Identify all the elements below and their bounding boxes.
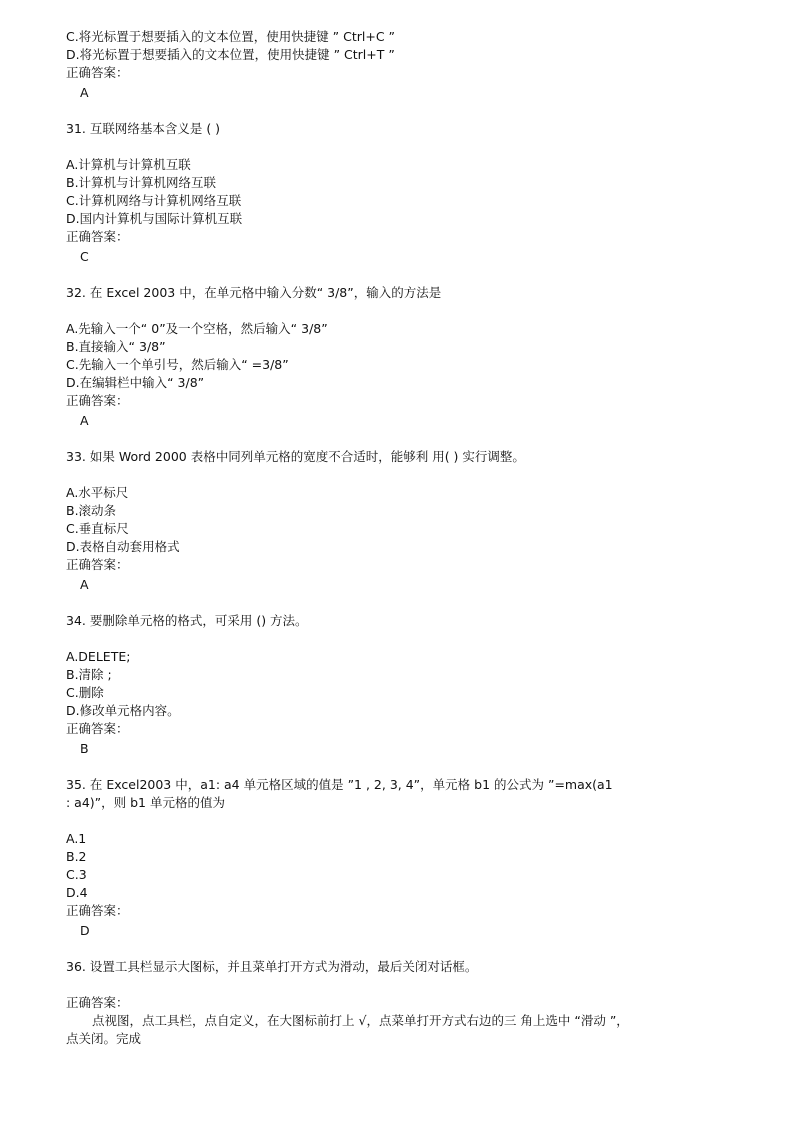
answer-label: 正确答案：	[66, 721, 129, 736]
option-a: A.1	[66, 831, 87, 846]
option-d: D.在编辑栏中输入“ 3/8”	[66, 375, 205, 390]
question-text: 31. 互联网络基本含义是 ( )	[66, 121, 221, 136]
question-31	[66, 120, 746, 266]
document-page	[66, 28, 746, 1048]
option-b: B.2	[66, 849, 87, 864]
option-b: B.计算机与计算机网络互联	[66, 175, 217, 190]
option-d: D.4	[66, 885, 88, 900]
option-c: C.3	[66, 867, 87, 882]
option-d: D.表格自动套用格式	[66, 539, 180, 554]
option-b: B.滚动条	[66, 503, 117, 518]
answer-text-continued: 点关闭。完成	[66, 1031, 142, 1046]
question-text: 34. 要删除单元格的格式，可采用 () 方法。	[66, 613, 308, 628]
option-a: A.计算机与计算机互联	[66, 157, 191, 172]
question-33	[66, 448, 746, 594]
answer-label: 正确答案：	[66, 995, 129, 1010]
option-c: C.先输入一个单引号，然后输入“ =3/8”	[66, 357, 289, 372]
option-a: A.先输入一个“ 0”及一个空格，然后输入“ 3/8”	[66, 321, 328, 336]
previous-question-tail	[66, 28, 746, 102]
answer-value: D	[80, 923, 90, 938]
answer-value: A	[80, 85, 89, 100]
option-b: B.清除 ;	[66, 667, 112, 682]
answer-text: 点视图，点工具栏，点自定义，在大图标前打上 √，点菜单打开方式右边的三 角上选中 “滑动 ”，	[92, 1013, 629, 1028]
option-b: B.直接输入“ 3/8”	[66, 339, 166, 354]
answer-label: 正确答案：	[66, 557, 129, 572]
answer-label: 正确答案：	[66, 229, 129, 244]
answer-value: B	[80, 741, 89, 756]
question-35	[66, 776, 746, 940]
answer-label: 正确答案：	[66, 393, 129, 408]
option-d: D.国内计算机与国际计算机互联	[66, 211, 243, 226]
question-32	[66, 284, 746, 430]
question-text: 35. 在 Excel2003 中，a1: a4 单元格区域的值是 ”1 , 2, 3, 4”，单元格 b1 的公式为 ”=max(a1 : a4)”，则 b1 单元格的值为	[66, 777, 613, 810]
answer-label: 正确答案：	[66, 903, 129, 918]
answer-value: A	[80, 577, 89, 592]
option-c: C.删除	[66, 685, 104, 700]
question-text: 32. 在 Excel 2003 中，在单元格中输入分数“ 3/8”，输入的方法是	[66, 285, 442, 300]
answer-label: 正确答案：	[66, 65, 129, 80]
question-34	[66, 612, 746, 758]
question-36	[66, 958, 746, 1048]
answer-value: C	[80, 249, 89, 264]
question-text: 33. 如果 Word 2000 表格中同列单元格的宽度不合适时，能够利 用( ) 实行调整。	[66, 449, 525, 464]
option-c: C.垂直标尺	[66, 521, 129, 536]
option-d: D.修改单元格内容。	[66, 703, 180, 718]
option-c: C.将光标置于想要插入的文本位置，使用快捷键 ” Ctrl+C ”	[66, 29, 396, 44]
option-a: A.DELETE;	[66, 649, 131, 664]
question-text: 36. 设置工具栏显示大图标，并且菜单打开方式为滑动，最后关闭对话框。	[66, 959, 478, 974]
answer-value: A	[80, 413, 89, 428]
option-d: D.将光标置于想要插入的文本位置，使用快捷键 ” Ctrl+T ”	[66, 47, 395, 62]
option-a: A.水平标尺	[66, 485, 129, 500]
option-c: C.计算机网络与计算机网络互联	[66, 193, 242, 208]
